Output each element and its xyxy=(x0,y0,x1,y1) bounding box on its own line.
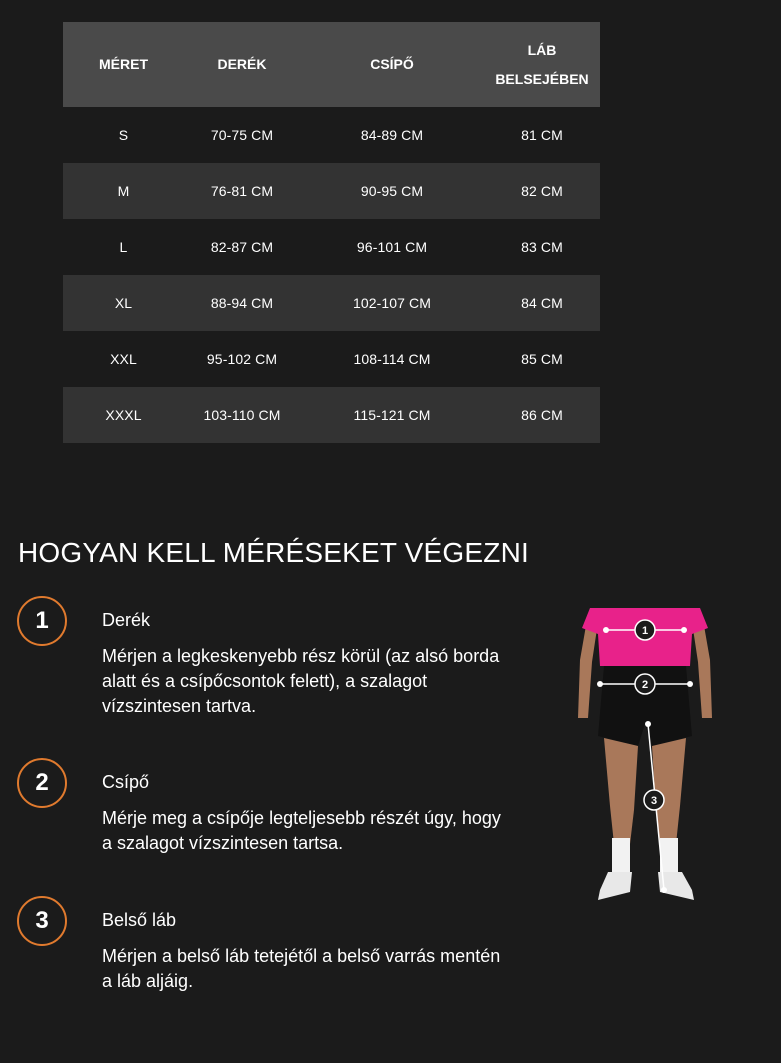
cell-hip: 84-89 CM xyxy=(360,127,424,143)
hip-marker-label: 2 xyxy=(641,679,649,691)
cell-waist: 70-75 CM xyxy=(210,127,274,143)
how-to-measure-title: HOGYAN KELL MÉRÉSEKET VÉGEZNI xyxy=(18,537,529,568)
table-row xyxy=(63,331,600,387)
table-row xyxy=(63,163,600,219)
header-waist: DERÉK xyxy=(184,22,300,107)
cell-waist: 95-102 CM xyxy=(206,351,278,367)
table-header-row xyxy=(63,22,600,107)
cell-hip: 96-101 CM xyxy=(356,239,428,255)
step-number-badge: 2 xyxy=(17,758,67,808)
cell-hip: 115-121 CM xyxy=(300,387,484,443)
cell-size: XXXL xyxy=(63,387,184,443)
step-description: Mérje meg a csípője legteljesebb részét úgy, hogy a szalagot vízszintesen tartsa. xyxy=(102,808,501,853)
cell-size: M xyxy=(63,163,184,219)
header-inseam: LÁB BELSEJÉBEN xyxy=(484,22,600,107)
step-title: Derék xyxy=(102,610,151,630)
cell-size: XL xyxy=(63,275,184,331)
cell-inseam: 84 CM xyxy=(484,275,600,331)
cell-inseam: 86 CM xyxy=(484,387,600,443)
body-measurement-figure-icon xyxy=(560,600,730,920)
step-title: Belső láb xyxy=(102,910,177,930)
table-row xyxy=(63,387,600,443)
cell-size: L xyxy=(119,239,128,255)
step-description: Mérjen a belső láb tetejétől a belső varrás mentén a láb aljáig. xyxy=(102,946,501,991)
cell-waist: 76-81 CM xyxy=(184,163,300,219)
table-row xyxy=(63,219,600,275)
table-row xyxy=(63,275,600,331)
inseam-marker-label: 3 xyxy=(650,795,658,807)
cell-inseam: 82 CM xyxy=(484,163,600,219)
step-number-badge: 3 xyxy=(17,896,67,946)
cell-size: S xyxy=(118,127,129,143)
cell-waist: 103-110 CM xyxy=(184,387,300,443)
waist-marker-label: 1 xyxy=(641,625,649,637)
cell-inseam: 83 CM xyxy=(521,239,563,255)
cell-size: XXL xyxy=(110,351,137,367)
cell-inseam: 85 CM xyxy=(521,351,563,367)
step-title: Csípő xyxy=(102,772,150,792)
table-row xyxy=(63,107,600,163)
cell-inseam: 81 CM xyxy=(521,127,563,143)
measurement-figure-svg xyxy=(560,600,730,920)
cell-hip: 90-95 CM xyxy=(300,163,484,219)
cell-waist: 88-94 CM xyxy=(184,275,300,331)
cell-hip: 102-107 CM xyxy=(300,275,484,331)
step-number-badge: 1 xyxy=(17,596,67,646)
header-size: MÉRET xyxy=(63,22,184,107)
size-chart-table xyxy=(63,22,600,443)
cell-hip: 108-114 CM xyxy=(353,351,431,367)
header-hip: CSÍPŐ xyxy=(300,22,484,107)
step-description: Mérjen a legkeskenyebb rész körül (az alsó borda alatt és a csípőcsontok felett), a szalagot vízszintesen tartva. xyxy=(102,646,500,716)
cell-waist: 82-87 CM xyxy=(210,239,274,255)
